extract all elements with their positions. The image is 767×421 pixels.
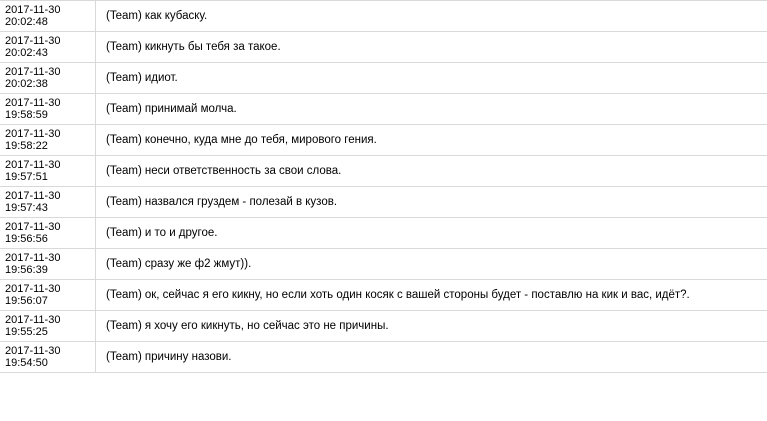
timestamp-cell [0,94,96,125]
table-row[interactable] [0,342,767,373]
timestamp-time: 20:02:48 [5,16,48,28]
message-cell [96,32,767,63]
message-cell [96,94,767,125]
message-cell [96,342,767,373]
timestamp-cell [0,280,96,311]
message-channel: (Team) [106,41,142,53]
message-channel: (Team) [106,320,142,332]
message-channel: (Team) [106,165,142,177]
message-cell [96,125,767,156]
timestamp-time: 19:55:25 [5,326,48,338]
message-text: и то и другое. [144,227,218,239]
table-row[interactable] [0,311,767,342]
message-channel: (Team) [106,72,142,84]
timestamp-cell [0,218,96,249]
table-row[interactable] [0,32,767,63]
message-cell [96,156,767,187]
timestamp-time: 19:56:56 [5,233,48,245]
timestamp-time: 20:02:43 [5,47,48,59]
timestamp-date: 2017-11-30 [5,221,61,233]
message-channel: (Team) [106,103,142,115]
message-cell [96,249,767,280]
message-text: конечно, куда мне до тебя, мирового гения. [144,134,377,146]
message-cell [96,218,767,249]
table-row[interactable] [0,125,767,156]
message-text: назвался груздем - полезай в кузов. [144,196,338,208]
table-row[interactable] [0,1,767,32]
timestamp-cell [0,125,96,156]
timestamp-date: 2017-11-30 [5,4,61,16]
message-channel: (Team) [106,134,142,146]
timestamp-date: 2017-11-30 [5,97,61,109]
message-text: кикнуть бы тебя за такое. [144,41,281,53]
timestamp-time: 19:57:51 [5,171,48,183]
message-text: сразу же ф2 жмут)). [144,258,252,270]
message-text: идиот. [144,72,178,84]
timestamp-date: 2017-11-30 [5,66,61,78]
timestamp-date: 2017-11-30 [5,252,61,264]
message-text: я хочу его кикнуть, но сейчас это не причины. [144,320,389,332]
timestamp-time: 19:58:59 [5,109,48,121]
message-cell [96,1,767,32]
table-row[interactable] [0,187,767,218]
timestamp-date: 2017-11-30 [5,345,61,357]
table-row[interactable] [0,218,767,249]
timestamp-cell [0,249,96,280]
timestamp-time: 19:57:43 [5,202,48,214]
message-text: причину назови. [144,351,232,363]
timestamp-date: 2017-11-30 [5,283,61,295]
timestamp-date: 2017-11-30 [5,128,61,140]
message-channel: (Team) [106,351,142,363]
timestamp-date: 2017-11-30 [5,190,61,202]
timestamp-date: 2017-11-30 [5,35,61,47]
timestamp-time: 19:56:39 [5,264,48,276]
message-cell [96,63,767,94]
timestamp-cell [0,187,96,218]
message-channel: (Team) [106,258,142,270]
message-text: неси ответственность за свои слова. [144,165,342,177]
message-text: принимай молча. [144,103,237,115]
chat-log-body [0,1,767,373]
table-row[interactable] [0,249,767,280]
timestamp-cell [0,156,96,187]
table-row[interactable] [0,280,767,311]
message-text: ок, сейчас я его кикну, но если хоть один косяк с вашей стороны будет - поставлю на кик и вас, идёт?. [144,289,690,301]
message-cell [96,280,767,311]
message-cell [96,311,767,342]
timestamp-cell [0,63,96,94]
timestamp-date: 2017-11-30 [5,159,61,171]
message-cell [96,187,767,218]
message-channel: (Team) [106,227,142,239]
timestamp-date: 2017-11-30 [5,314,61,326]
message-channel: (Team) [106,10,142,22]
message-channel: (Team) [106,196,142,208]
message-channel: (Team) [106,289,142,301]
timestamp-cell [0,342,96,373]
table-row[interactable] [0,63,767,94]
table-row[interactable] [0,156,767,187]
timestamp-cell [0,32,96,63]
message-text: как кубаску. [144,10,208,22]
timestamp-cell [0,1,96,32]
timestamp-time: 20:02:38 [5,78,48,90]
table-row[interactable] [0,94,767,125]
timestamp-time: 19:54:50 [5,357,48,369]
timestamp-time: 19:58:22 [5,140,48,152]
timestamp-cell [0,311,96,342]
timestamp-time: 19:56:07 [5,295,48,307]
